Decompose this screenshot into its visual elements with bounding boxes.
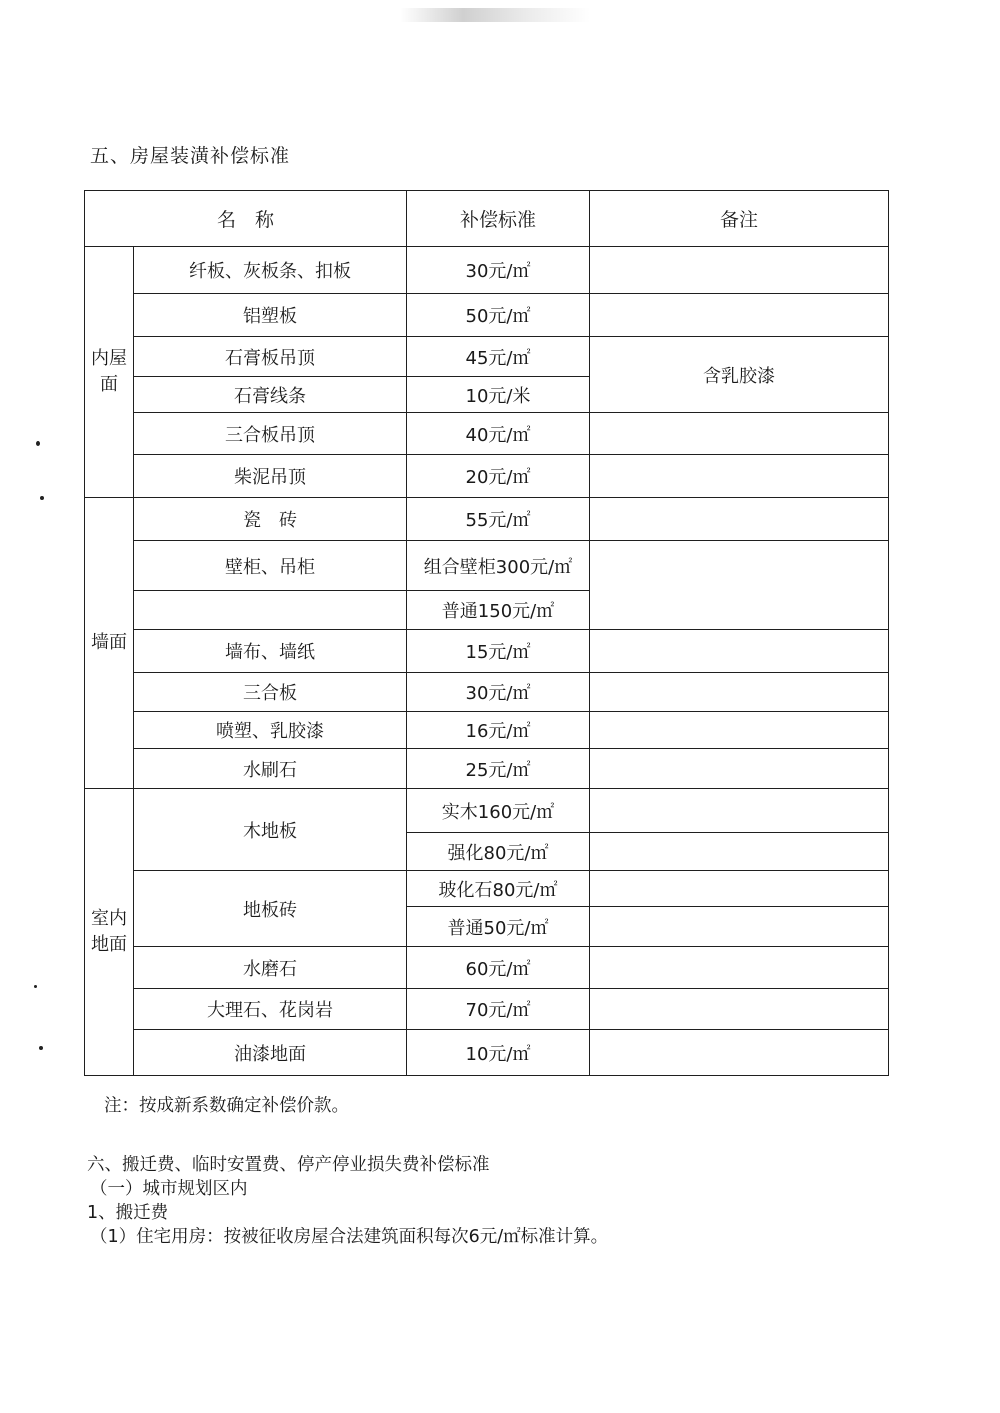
item-remark [590, 630, 889, 673]
scan-artifact-mark [400, 8, 590, 22]
item-name: 喷塑、乳胶漆 [134, 712, 407, 749]
item-standard: 45元/㎡ [407, 337, 590, 377]
item-name: 柴泥吊顶 [134, 455, 407, 498]
item-standard: 普通150元/㎡ [407, 591, 590, 630]
item-name: 石膏线条 [134, 377, 407, 413]
item-remark [590, 413, 889, 455]
item-standard: 15元/㎡ [407, 630, 590, 673]
header-remark: 备注 [590, 191, 889, 247]
item-residential-relocation-fee: （1）住宅用房：按被征收房屋合法建筑面积每次6元/㎡标准计算。 [90, 1227, 609, 1247]
item-remark [590, 247, 889, 294]
table-row [85, 541, 889, 591]
header-name: 名 称 [85, 191, 407, 247]
item-remark [590, 712, 889, 749]
table-row [85, 498, 889, 541]
group-floor: 室内地面 [85, 789, 134, 1076]
item-name: 木地板 [134, 789, 407, 871]
item-remark [590, 498, 889, 541]
item-standard: 实木160元/㎡ [407, 789, 590, 833]
table-row [85, 630, 889, 673]
item-name: 纤板、灰板条、扣板 [134, 247, 407, 294]
item-name: 三合板 [134, 673, 407, 712]
item-standard: 25元/㎡ [407, 749, 590, 789]
item-standard: 60元/㎡ [407, 947, 590, 989]
item-standard: 30元/㎡ [407, 673, 590, 712]
item-standard: 30元/㎡ [407, 247, 590, 294]
table-note: 注：按成新系数确定补偿价款。 [104, 1096, 349, 1116]
item-name: 三合板吊顶 [134, 413, 407, 455]
item-remark [590, 673, 889, 712]
table-header-row [85, 191, 889, 247]
item-relocation-fee: 1、搬迁费 [87, 1203, 169, 1223]
item-name: 墙布、墙纸 [134, 630, 407, 673]
item-remark [590, 749, 889, 789]
item-remark [590, 907, 889, 947]
group-ceiling: 内屋面 [85, 247, 134, 498]
item-name: 石膏板吊顶 [134, 337, 407, 377]
item-remark [590, 947, 889, 989]
item-standard: 普通50元/㎡ [407, 907, 590, 947]
item-standard: 强化80元/㎡ [407, 833, 590, 871]
item-standard: 玻化石80元/㎡ [407, 871, 590, 907]
item-remark [590, 833, 889, 871]
item-standard: 16元/㎡ [407, 712, 590, 749]
table-row [85, 455, 889, 498]
item-standard: 55元/㎡ [407, 498, 590, 541]
item-name: 水磨石 [134, 947, 407, 989]
table-row [85, 871, 889, 907]
table-row [85, 247, 889, 294]
subsection-urban-area: （一）城市规划区内 [90, 1179, 248, 1199]
table-row [85, 712, 889, 749]
section-6-title: 六、搬迁费、临时安置费、停产停业损失费补偿标准 [87, 1155, 490, 1175]
item-name: 铝塑板 [134, 294, 407, 337]
decoration-compensation-table [84, 190, 889, 1076]
item-remark-latex-paint: 含乳胶漆 [590, 337, 889, 413]
item-name [134, 591, 407, 630]
table-row [85, 413, 889, 455]
table-row [85, 337, 889, 377]
item-remark [590, 294, 889, 337]
item-name: 大理石、花岗岩 [134, 989, 407, 1030]
item-name: 壁柜、吊柜 [134, 541, 407, 591]
item-remark [590, 541, 889, 630]
item-name: 水刷石 [134, 749, 407, 789]
item-standard: 70元/㎡ [407, 989, 590, 1030]
table-row [85, 749, 889, 789]
item-remark [590, 989, 889, 1030]
item-standard: 10元/㎡ [407, 1030, 590, 1076]
item-remark [590, 789, 889, 833]
item-remark [590, 455, 889, 498]
scan-speck [40, 496, 44, 500]
section-5-title: 五、房屋装潢补偿标准 [90, 145, 291, 167]
table-row [85, 989, 889, 1030]
group-wall: 墙面 [85, 498, 134, 789]
scan-speck [34, 985, 37, 988]
header-standard: 补偿标准 [407, 191, 590, 247]
item-name: 油漆地面 [134, 1030, 407, 1076]
item-name: 地板砖 [134, 871, 407, 947]
table-row [85, 294, 889, 337]
item-standard: 40元/㎡ [407, 413, 590, 455]
item-standard: 50元/㎡ [407, 294, 590, 337]
item-standard: 10元/米 [407, 377, 590, 413]
scan-speck [39, 1046, 43, 1050]
item-standard: 20元/㎡ [407, 455, 590, 498]
item-remark [590, 871, 889, 907]
item-name: 瓷 砖 [134, 498, 407, 541]
table-row [85, 673, 889, 712]
table-row [85, 947, 889, 989]
table-row [85, 1030, 889, 1076]
item-remark [590, 1030, 889, 1076]
table-row [85, 789, 889, 833]
scan-speck [36, 441, 40, 446]
item-standard: 组合壁柜300元/㎡ [407, 541, 590, 591]
